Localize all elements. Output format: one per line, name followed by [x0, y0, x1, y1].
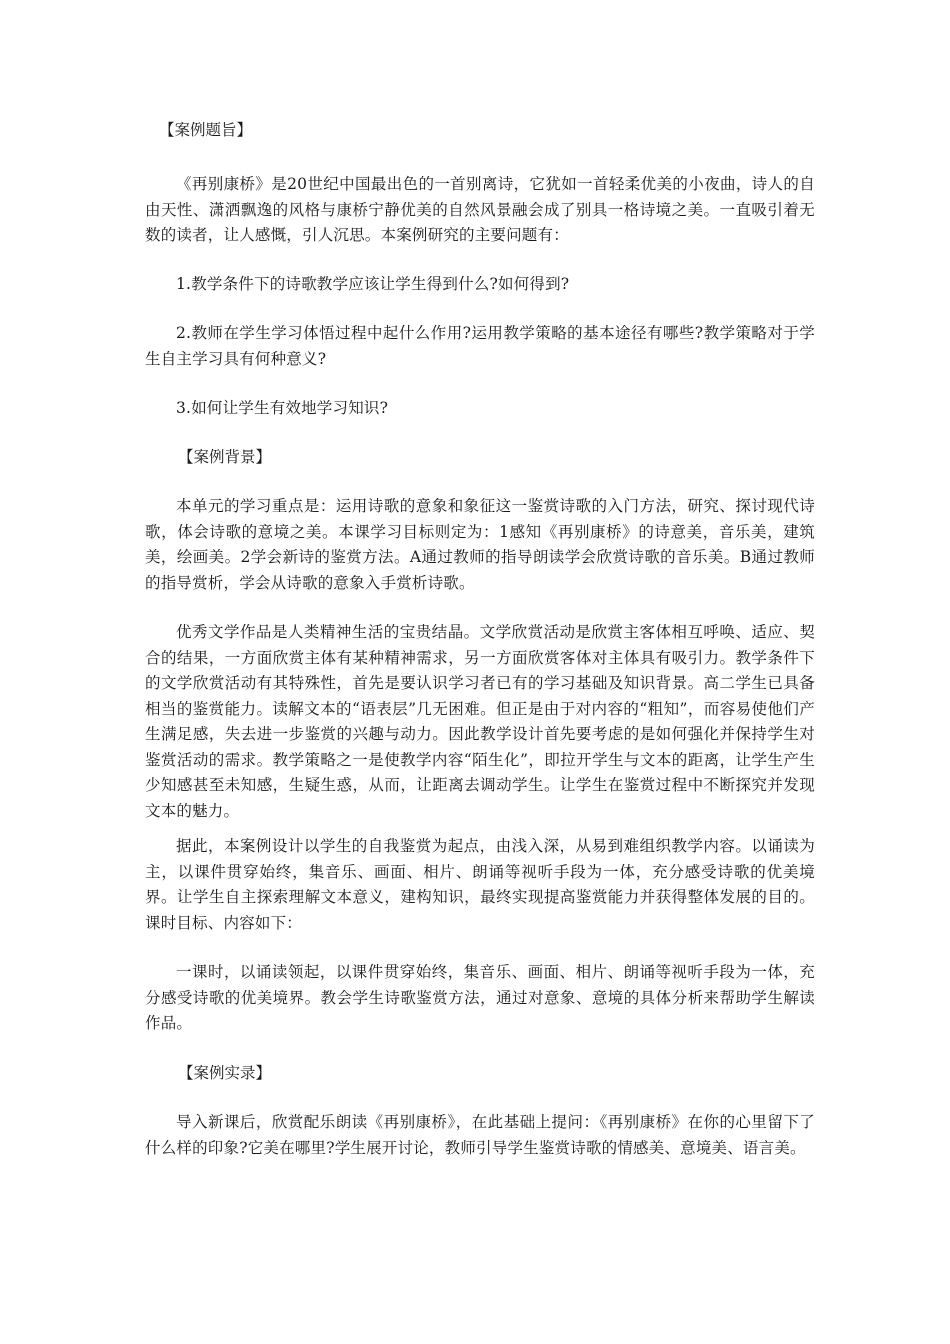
- section-heading-record: 【案例实录】: [178, 1064, 272, 1082]
- question-item-3: 3.如何让学生有效地学习知识?: [176, 399, 389, 417]
- paragraph-intro: 《再别康桥》是20世纪中国最出色的一首别离诗，它犹如一首轻柔优美的小夜曲，诗人的自由天性、潇洒飘逸的风格与康桥宁静优美的自然风景融会成了别具一格诗境之美。一直吸引着无数的读者，让人感慨，引人沉思。本案例研究的主要问题有：: [145, 175, 815, 244]
- paragraph-background-4: 一课时，以诵读领起，以课件贯穿始终，集音乐、画面、相片、朗诵等视听手段为一体，充分感受诗歌的优美境界。教会学生诗歌鉴赏方法，通过对意象、意境的具体分析来帮助学生解读作品。: [145, 963, 815, 1032]
- paragraph-record-1: 导入新课后，欣赏配乐朗读《再别康桥》，在此基础上提问：《再别康桥》在你的心里留下了什么样的印象?它美在哪里?学生展开讨论，教师引导学生鉴赏诗歌的情感美、意境美、语言美。: [145, 1113, 815, 1157]
- paragraph-background-2: 优秀文学作品是人类精神生活的宝贵结晶。文学欣赏活动是欣赏主客体相互呼唤、适应、契合的结果，一方面欣赏主体有某种精神需求，另一方面欣赏客体对主体具有吸引力。教学条件下的文学欣赏活动有其特殊性，首先是要认识学习者已有的学习基础及知识背景。高二学生已具备相当的鉴赏能力。读解文本的“语表层”几无困难。但正是由于对内容的“粗知”，而容易使他们产生满足感，失去进一步鉴赏的兴趣与动力。因此教学设计首先要考虑的是如何强化并保持学生对鉴赏活动的需求。教学策略之一是使教学内容“陌生化”，即拉开学生与文本的距离，让学生产生少知感甚至未知感，生疑生惑，从而，让距离去调动学生。让学生在鉴赏过程中不断探究并发现文本的魅力。: [145, 623, 815, 820]
- section-heading-background: 【案例背景】: [178, 448, 272, 466]
- paragraph-background-1: 本单元的学习重点是：运用诗歌的意象和象征这一鉴赏诗歌的入门方法，研究、探讨现代诗歌，体会诗歌的意境之美。本课学习目标则定为：1感知《再别康桥》的诗意美，音乐美，建筑美，绘画美。2学会新诗的鉴赏方法。A通过教师的指导朗读学会欣赏诗歌的音乐美。B通过教师的指导赏析，学会从诗歌的意象入手赏析诗歌。: [145, 497, 815, 592]
- question-item-1: 1.教学条件下的诗歌教学应该让学生得到什么?如何得到?: [176, 275, 570, 293]
- paragraph-background-3: 据此，本案例设计以学生的自我鉴赏为起点，由浅入深，从易到难组织教学内容。以诵读为主，以课件贯穿始终，集音乐、画面、相片、朗诵等视听手段为一体，充分感受诗歌的优美境界。让学生自主探索理解文本意义，建构知识，最终实现提高鉴赏能力并获得整体发展的目的。课时目标、内容如下：: [145, 837, 815, 932]
- section-heading-purpose: 【案例题旨】: [159, 121, 253, 139]
- question-item-2: 2.教师在学生学习体悟过程中起什么作用?运用教学策略的基本途径有哪些?教学策略对于学生自主学习具有何种意义?: [145, 324, 815, 368]
